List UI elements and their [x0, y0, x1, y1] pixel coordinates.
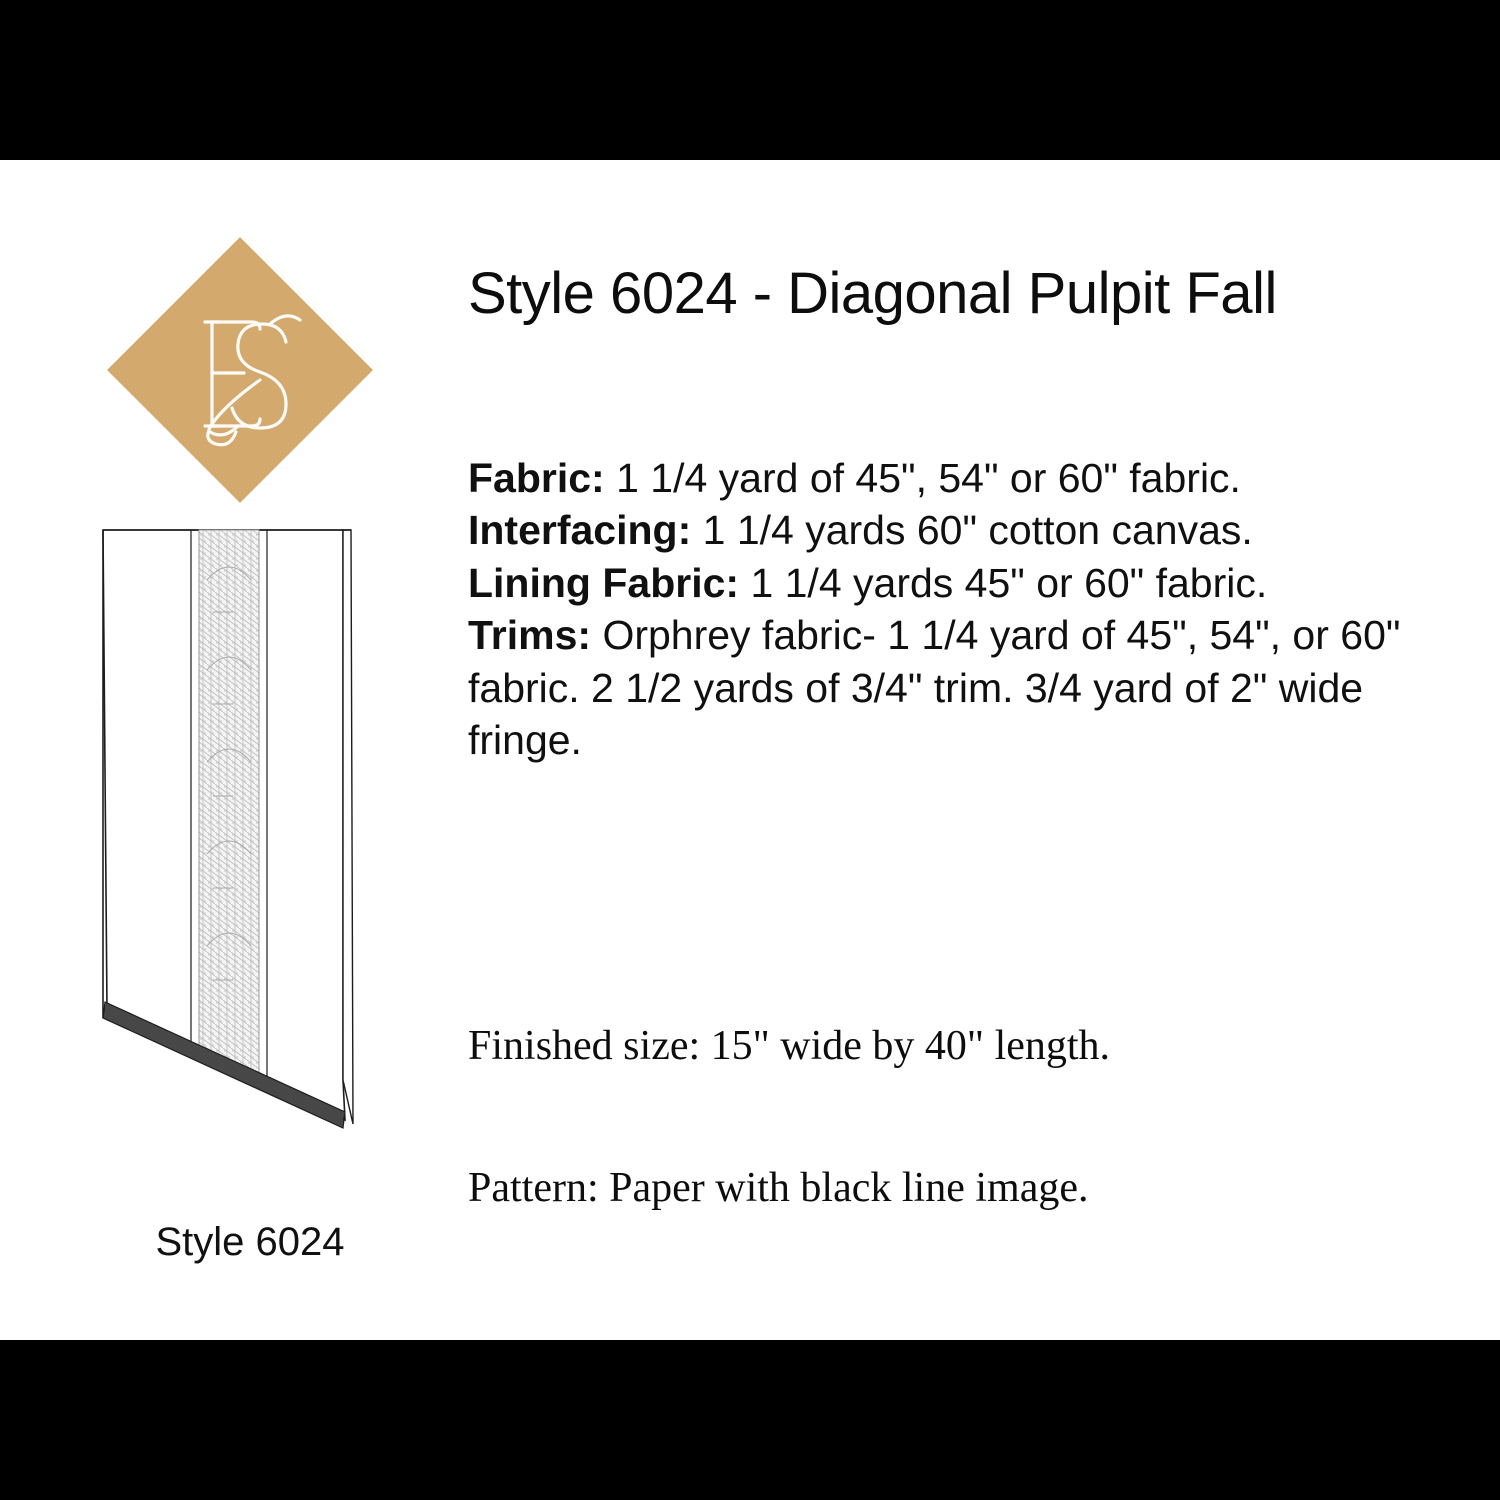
illustration-caption: Style 6024 — [155, 1220, 345, 1264]
left-column — [60, 180, 440, 1320]
right-column — [468, 160, 1468, 1340]
spec-value-lining-fabric: 1 1/4 yards 45" or 60" fabric. — [739, 559, 1268, 606]
materials-spec-list — [468, 452, 1458, 767]
pattern-note-text: Pattern: Paper with black line image. — [468, 1165, 1089, 1211]
spec-row-trims — [468, 609, 1458, 766]
spec-label-interfacing: Interfacing: — [468, 507, 692, 554]
garment-line-drawing — [95, 520, 405, 1220]
spec-value-fabric: 1 1/4 yard of 45", 54" or 60" fabric. — [604, 455, 1241, 501]
spec-value-interfacing: 1 1/4 yards 60" cotton canvas. — [691, 507, 1253, 554]
spec-label-fabric: Fabric: — [468, 455, 605, 501]
logo — [100, 230, 380, 510]
spec-row-interfacing — [468, 504, 1458, 556]
es-monogram-icon — [100, 230, 380, 510]
page-title: Style 6024 - Diagonal Pulpit Fall — [468, 261, 1277, 326]
spec-label-trims: Trims: — [468, 612, 592, 659]
spec-label-lining-fabric: Lining Fabric: — [468, 559, 740, 606]
spec-row-fabric — [468, 452, 1458, 504]
document-card — [0, 160, 1500, 1340]
finished-size-text: Finished size: 15" wide by 40" length. — [468, 1023, 1111, 1069]
spec-row-lining-fabric — [468, 557, 1458, 609]
spec-value-trims: Orphrey fabric- 1 1/4 yard of 45", 54", or 60" fabric. 2 1/2 yards of 3/4" trim. 3/4 yard of 2" wide fringe. — [468, 612, 1401, 764]
